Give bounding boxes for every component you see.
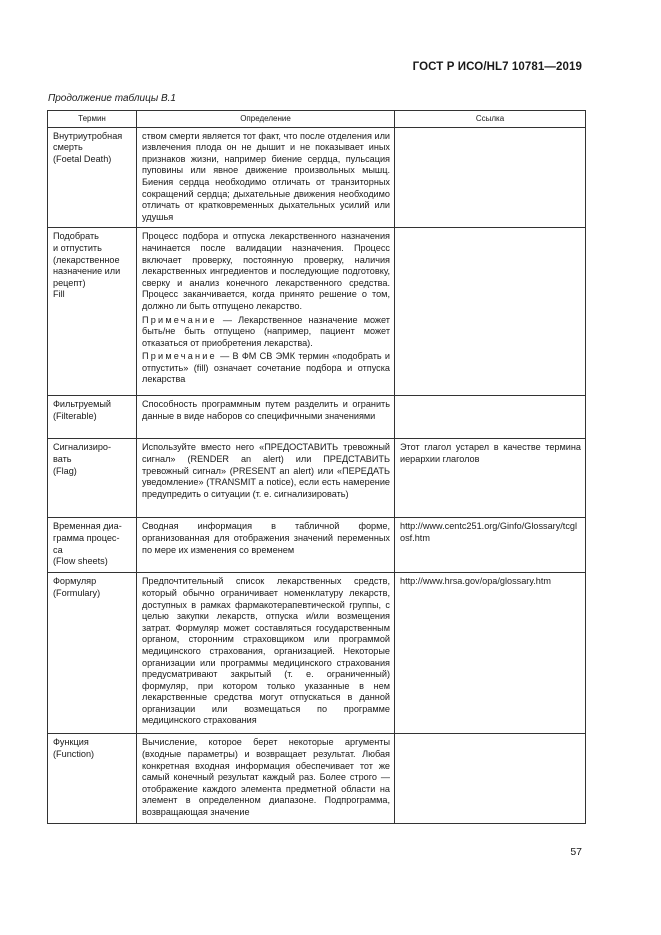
definition-cell: Используйте вместо него «ПРЕДОСТАВИТЬ тревожный сигнал» (RENDER an alert) или ПРЕДСТАВИТЬ тревожный сигнал» (PRESENT an alert) или «ПЕРЕДАТЬ уведомление» (TRANSMIT a notice), если есть намерение предупредить о ситуации (т. е. сигнализировать): [137, 439, 395, 518]
definition-cell: [137, 228, 395, 396]
term-line: Fill: [53, 289, 65, 300]
term-cell: [48, 228, 137, 396]
definition-cell: Вычисление, которое берет некоторые аргументы (входные параметры) и возвращает результат. Любая конкретная входная информация обеспечивает тот же самый конечный результат каждый раз. Более строго — отображение каждого элемента предметной области на элемент в определенном диапазоне. Подпрограмма, возвращающая значение: [137, 734, 395, 824]
term-line: (Foetal Death): [53, 153, 112, 164]
table-row: [48, 127, 586, 228]
term-line: (Flow sheets): [53, 556, 108, 567]
table-row: [48, 228, 586, 396]
definition-cell: Предпочтительный список лекарственных средств, который обычно ограничивает номенклатуру лекарств, доступных в рамках фармакотерапевтической группы, с целью закупки лекарств, отпуска и/или возмещения затрат. Формуляр может составляться государственным органом, сторонним страховщиком или программой медицинского страхования, организацией. Некоторые организации или программы медицинского страхования предусматривают закрытый (т. е. ограниченный) формуляр, при котором только указанные в нем лекарственные средства могут отпускаться в данной организации или возмещаться по программе медицинского страхования: [137, 573, 395, 734]
definition-text: Процесс подбора и отпуска лекарственного назначения начинается после валидации назначения. Процесс включает проверку, постоянную проверку, наличия лекарственных ингредиентов и последующие подготовку, сверку и анализ конечного лекарственного средства. Процесс заканчивается, когда принято решение о том, должно ли быть отпущено лекарство.: [142, 231, 390, 311]
column-header-term: Термин: [48, 111, 137, 128]
reference-cell: http://www.hrsa.gov/opa/glossary.htm: [395, 573, 586, 734]
term-line: грамма процес-: [53, 532, 120, 543]
term-line: (Formulary): [53, 587, 101, 598]
term-line: (лекарственное назначение или рецепт): [53, 254, 121, 288]
note-2: [142, 351, 390, 386]
page-number: 57: [570, 846, 582, 858]
definition-cell: ством смерти является тот факт, что после отделения или извлечения плода он не дышит и не показывает иных признаков жизни, например биение сердца, пульсация пуповины или явное движение произвольных мышц. Биения сердца необходимо отличать от транзиторных сокращений сердца; дыхательные движения необходимо отличать от кратковременных дыхательных усилий или удушья: [137, 127, 395, 228]
note-1: [142, 315, 390, 350]
note-text: — Лекарственное назначение может быть/не быть отпущено (например, пациент может отказаться от приобретения лекарства).: [142, 314, 390, 348]
table-caption: Продолжение таблицы В.1: [48, 93, 176, 104]
reference-cell: [395, 127, 586, 228]
term-line: (Flag): [53, 465, 77, 476]
terms-table: [47, 110, 586, 824]
reference-cell: [395, 734, 586, 824]
term-line: Внутриутробная: [53, 130, 123, 141]
note-label: Примечание: [142, 351, 217, 362]
table-row: [48, 734, 586, 824]
term-cell: [48, 518, 137, 573]
term-line: Функция: [53, 737, 89, 748]
term-line: вать: [53, 453, 72, 464]
term-line: Подобрать: [53, 231, 99, 242]
reference-cell: http://www.centc251.org/Ginfo/Glossary/tcglosf.htm: [395, 518, 586, 573]
term-line: и отпустить: [53, 242, 102, 253]
reference-cell: [395, 228, 586, 396]
term-line: (Filterable): [53, 410, 97, 421]
definition-cell: Сводная информация в табличной форме, организованная для отображения значений переменных по мере их изменения со временем: [137, 518, 395, 573]
term-line: Сигнализиро-: [53, 442, 112, 453]
note-text: — В ФМ СВ ЭМК термин «подобрать и отпустить» (fill) означает сочетание подбора и отпуска лекарства: [142, 351, 390, 385]
term-line: Формуляр: [53, 576, 97, 587]
table-row: [48, 518, 586, 573]
note-label: Примечание: [142, 314, 217, 325]
term-line: смерть: [53, 142, 83, 153]
term-cell: [48, 127, 137, 228]
reference-cell: [395, 396, 586, 439]
term-cell: [48, 396, 137, 439]
term-cell: [48, 734, 137, 824]
reference-cell: Этот глагол устарел в качестве термина иерархии глаголов: [395, 439, 586, 518]
definition-cell: Способность программным путем разделить и огранить данные в виде наборов со специфичными значениями: [137, 396, 395, 439]
table-row: [48, 396, 586, 439]
term-line: Временная диа-: [53, 521, 122, 532]
table-row: [48, 573, 586, 734]
term-line: (Function): [53, 748, 95, 759]
term-cell: [48, 573, 137, 734]
document-header: ГОСТ Р ИСО/HL7 10781—2019: [412, 61, 582, 73]
column-header-reference: Ссылка: [395, 111, 586, 128]
table-row: [48, 439, 586, 518]
term-line: са: [53, 544, 63, 555]
column-header-definition: Определение: [137, 111, 395, 128]
term-cell: [48, 439, 137, 518]
table-header-row: [48, 111, 586, 128]
term-line: Фильтруемый: [53, 399, 112, 410]
